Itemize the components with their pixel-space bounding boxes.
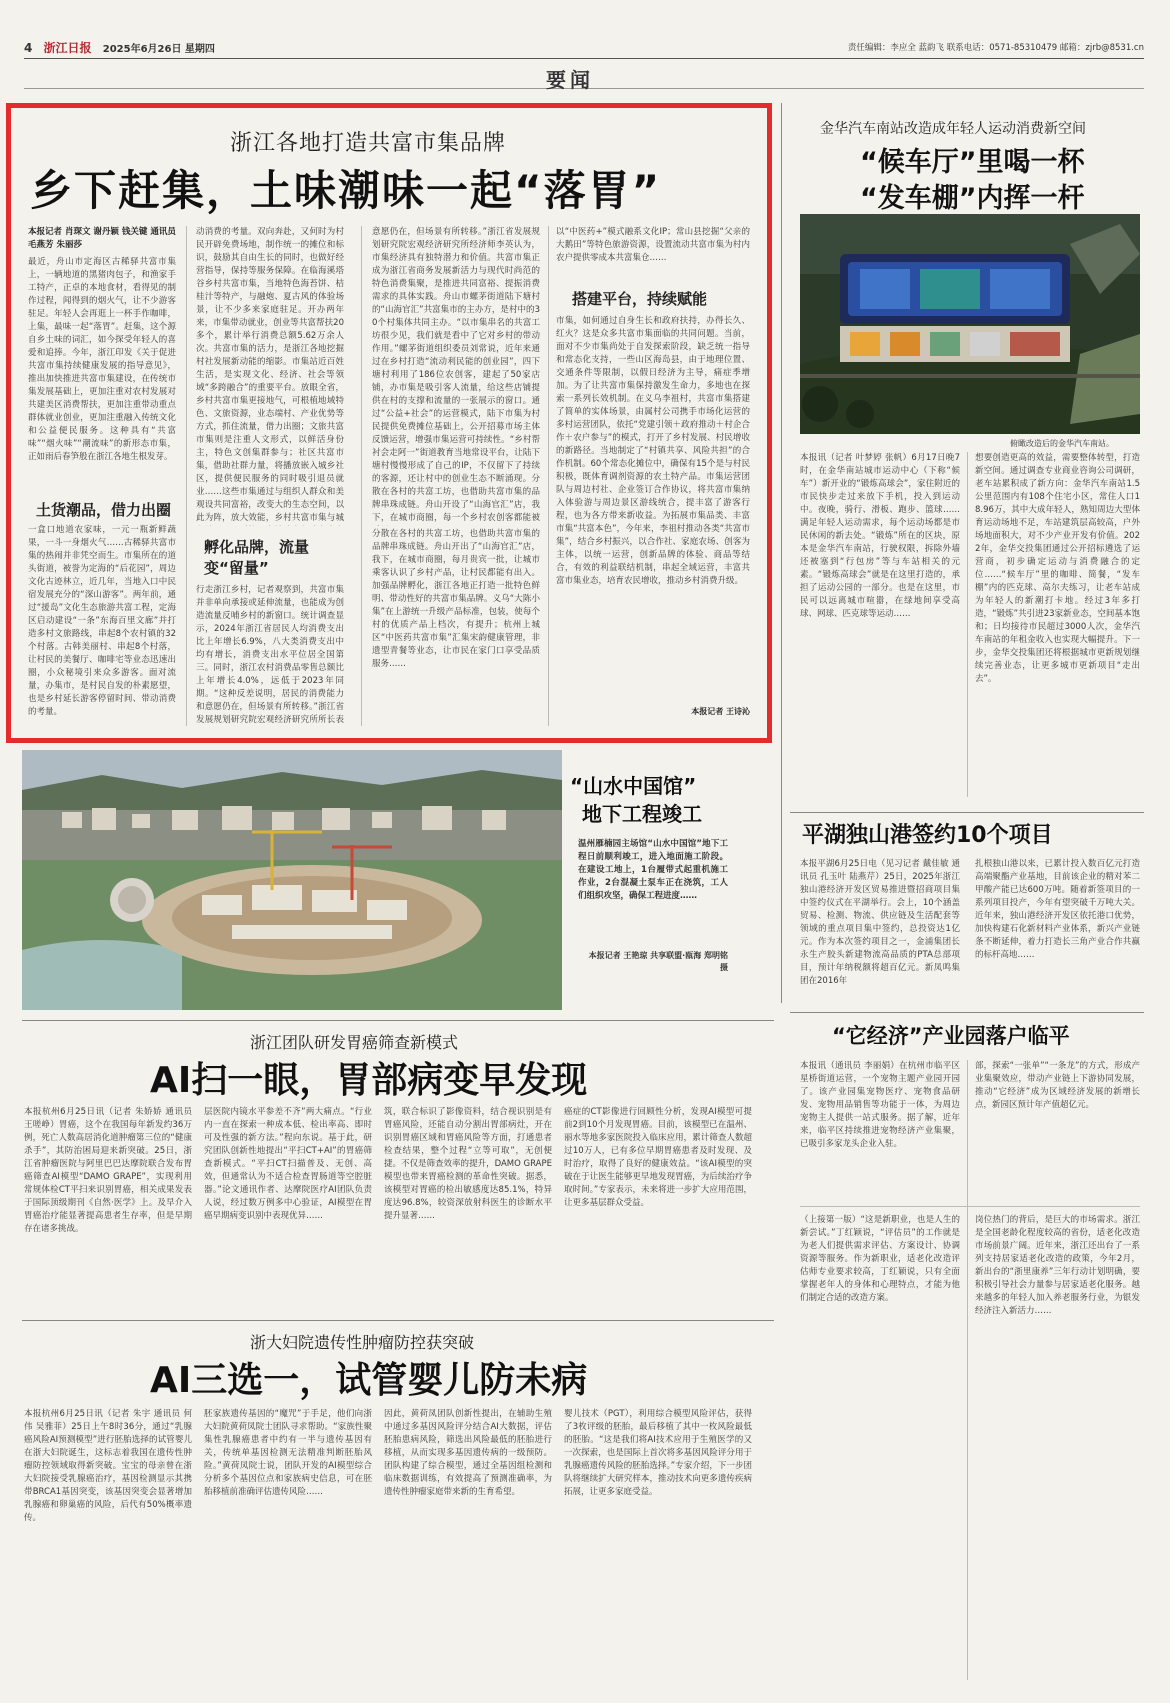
pinghu-col-1: 本报平湖6月25日电（见习记者 戴佳敏 通讯员 孔玉叶 陆燕芹）25日，2025年浙江独山港经济开发区贸易推进暨招商项目集中签约仪式在平湖举行。会上，10个涵盖贸易、检测、物流、供应链及生活配套等领域的重点项目集中签约，总投资达1亿元。作为本次签约项目之一，金浦集团长永生产胶头新建物流高品质的PTA总部项目，预计年纳税额将超百亿元。新凤鸣集团在2016年 [800, 859, 960, 986]
lead-col-divider [361, 226, 362, 726]
museum-title-2: 地下工程竣工 [582, 802, 702, 826]
bus-title-2: “发车棚”内挥一杆 [860, 183, 1085, 214]
pet-col-2: 部，探索“一张单”“一条龙”的方式，形成产业集聚效应，带动产业链上下游协同发展，推动“它经济”成为区域经济发展的新增长点，新园区预计年产值超亿元。 [975, 1061, 1140, 1110]
lead-col4a-text: 以“中医药+”模式融系文化IP；常山县挖掘“父亲的大鹅田”等特色旅游资源，设置流动共富市集为村内农户提供零成本共富集仓…… [556, 227, 750, 263]
bus-station-photo [800, 214, 1140, 434]
lead-col3b-text: 分散在各村的共富工坊，也借助共富市集的品牌串珠成链。舟山开出了“山海官汇”店，我下，在城市商圈，每月贵宾一批，让城市乘客认识了乡村产品，让村民都能有出入。加强品牌孵化，浙江各地正打造一批特色鲜明、带动性好的共富市集品牌。义乌“大陈小集”在上游统一升级产品标准，包装，使每个村的优质产品上档次，有提升；杭州上城区“中医药共富市集”汇集宋韵健康管理，非遗型青餐等业态，让市民在家门口享受品质服务…… [372, 529, 540, 669]
pet-rule [790, 1012, 1144, 1013]
ai1-col-2: 层医院内镜水平参差不齐”两大痛点。“行业内一直在探索一种成本低、检出率高、即时可及性强的新方法。”程向东说。基于此，研究团队创新性地提出“平扫CT+AI”的胃癌筛查新模式。“平扫CT扫描普及、无创、高效，但通常认为不适合检查胃肠道等空腔脏器。”论文通讯作者、达摩院医疗AI团队负责人说，经过数万例多中心验证，AI模型在胃癌早期病变识别中表现优异…… [204, 1107, 372, 1221]
lead-col-divider [548, 226, 549, 726]
ai1-col-3: 筑，联合标识了影像资料，结合视识别是有胃癌风险，还能自动分割出胃部病灶，开在识别胃癌区域和胃癌风险等方面，打通患者检查结果，整个过程“立等可取”，无创便捷。不仅是筛查效率的提升，DAMO GRAPE模型也带来胃癌检测的革命性突破。据悉，该模型对胃癌的检出敏感度达85.1%，特异度达96.8%，较资深放射科医生的诊断水平提升显著…… [384, 1107, 552, 1221]
bus-photo-caption: 俯瞰改造后的金华汽车南站。 [1010, 439, 1114, 448]
lead-kicker: 浙江各地打造共富市集品牌 [230, 131, 507, 156]
ai1-kicker: 浙江团队研发胃癌筛查新模式 [250, 1033, 459, 1052]
bus-col-2: 想要创造更高的效益，需要整体转型，打造新空间。通过调查专业商业咨询公司调研，老车站累积成了新方向：金华汽车南站1.5公里范围内有108个住宅小区，常住人口18.96万，其中大成年轻人，熟知周边大型体育运动场地不足，车站建筑层高较高，户外场地面积大，对不少产业开发有价值。2022年，金华交投集团通过公开招标遴选了运营商，初步确定运动与消费融合的定位……“候车厅”里的咖啡、简餐，“发车棚”内的匹克球、高尔夫练习，让老车站成为年轻人的新潮打卡地。经过3年多打造，“锻炼”共引进23家新业态，空间基本饱和；日均接待市民超过3000人次，金华汽车南站的年租金收入也实现大幅提升。下一步，金华交投集团还将根据城市更新规划继续完善业态，让更多城市更新项目“走出去”。 [975, 453, 1140, 684]
page-number: 4 [24, 41, 33, 55]
bus-kicker: 金华汽车南站改造成年轻人运动消费新空间 [820, 121, 1086, 137]
pet-title: “它经济”产业园落户临平 [832, 1024, 1070, 1048]
museum-photo [22, 750, 562, 1010]
ai1-rule [22, 1020, 774, 1021]
pinghu-rule [790, 812, 1144, 813]
construction-site-illustration [22, 750, 562, 1010]
ai1-col-1: 本报杭州6月25日讯（记者 朱娇娇 通讯员 王嗟峥）胃癌，这个在我国每年新发约36万例，死亡人数高居消化道肿瘤第三位的“健康杀手”，其防治困局迎来新突破。25日，浙江省肿瘤医院与阿里巴巴达摩院联合发布胃癌筛查AI模型“DAMO GRAPE”，实现利用常规体检CT平扫来识别胃癌，相关成果发表于国际顶级期刊《自然·医学》上。及早介入胃癌治疗能显著提高患者生存率，但是早期存在诸多挑战。 [24, 1107, 192, 1234]
pet-col-3: （上接第一版）“这是新职业，也是人生的新尝试。”丁红颖说，“评估员”的工作就是为老人们提供需求评估、方案设计、协调资源等服务。作为新职业，适老化改造评估师专业要求较高，丁红颖说，只有全面掌握老年人的身体和心理特点，才能为他们制定合适的改造方案。 [800, 1215, 960, 1303]
lead-col4-text: 市集，如何通过自身生长和政府扶持，办得长久、红火？这是众多共富市集面临的共同问题。当前，面对不少市集尚处于自发探索阶段，缺乏统一指导和常态化支持，一些山区海岛县，由于地理位置、交通条件等限制，以假日经济为主导，痛症季增加。为了让共富市集保持激发生命力，多地也在探索一系列长效机制。在义乌李祖村，共富市集搭建了简单的实体场景，由属村公司携手市场化运营的多村运营团队，依托“党建引领＋政府推动＋村企合作＋农户参与”的模式，打开了乡村发展、村民增收的新路径。当地制定了“村镇共享、风险共担”的合作机制。60个常态化摊位中，确保有15个是与村民积极，既体育调剂资源的农土特产品。市集运营团队与周边村社、企业签订合作协议，将共富市集纳入体验游与周边景区游线统合，提丰富了游客行程，也为各方带来新收益。为拓展市集品类、丰富市集“共富本色”，今年来，李祖村推动各类“共富市集”，结合乡村振兴，以合作社、家庭农场、创客为主体，以统一运营，创新品牌的体验、商品等结合，有效的利益联结机制，串起全域运营，丰富共富市集业态，培育农民增收，推动乡村消费升级。 [556, 316, 750, 586]
pinghu-title: 平湖独山港签约10个项目 [802, 823, 1053, 848]
lead-end-signature: 本报记者 王诗沁 [691, 707, 750, 716]
lead-col-2 [196, 226, 344, 726]
lead-col-3 [372, 226, 540, 726]
ai1-headline: AI扫一眼，胃部病变早发现 [150, 1060, 588, 1101]
lead-col1b-text: 一盒口地道农家味，一元一瓶新鲜蔬果，一斗一身烟火气……古稀驿共富市集的热闹并非凭空而生。市集所在的道头街道，被誉为定海的“后花园”，周边文化古迹林立，近几年，当地入口中民宿发展充分的“深山游客”。两年前，通过“援岛”文化生态旅游共富工程，定海区启动建设“一条”东海百里文廊”并打造多村文旅路线，串起8个农村镇的32个村落。古韩美丽村、串起8个村落，让村民的美餐厅、咖啡宅等业态迅速出圈，小众秘境引来众多游客。面对流量，办集市，是村民自发的朴素愿望，也是乡村延长游客停留时间、带动消费的考量。 [28, 525, 176, 717]
lead-col2b-text: 行走浙江乡村，记者观察到，共富市集并非单向承接或延伸流量，也能成为创造流量反哺乡村的新窗口。统计调查显示，2024年浙江省居民人均消费支出比上年增长6.9%，八大类消费支出中均有增长，消费支出水平位居全国第三。同时，浙江农村消费品零售总额比上年增长4.0%，远低于2023年同期。“这种反差说明，居民的消费能力和意愿仍在，但场景有所转移。”浙江省发展规划研究院宏观经济研究所所长表 [196, 585, 344, 725]
museum-credit: 本报记者 王艳琼 共享联盟·瓯海 郑明铭 摄 [588, 951, 728, 972]
ai2-col-3: 因此，黄荷凤团队创新性提出，在辅助生殖中通过多基因风险评分结合AI大数据，评估胚胎患病风险，筛选出风险最低的胚胎进行移植，从而实现多基因遗传病的一级预防。团队构建了综合模型，通过全基因组检测和临床数据训练，有效提高了预测准确率，为遗传性肿瘤家庭带来新的生育希望。 [384, 1409, 552, 1497]
paper-name: 浙江日报 [43, 41, 92, 55]
ai2-kicker: 浙大妇院遗传性肿瘤防控获突破 [250, 1333, 475, 1352]
ai2-col-2: 胚家族遗传基因的“魔咒”于手足，他们向浙大妇院黄荷凤院士团队寻求帮助。“家族性聚集性乳腺癌患者中约有一半与遗传基因有关，传统单基因检测无法精准判断胚胎风险。”黄荷凤院士说，团队开发的AI模型综合分析多个基因位点和家族病史信息，可在胚胎移植前准确评估遗传风险…… [204, 1409, 372, 1497]
museum-title-1: “山水中国馆” [570, 774, 697, 798]
lead-col-4 [556, 226, 750, 726]
pet-col-4: 岗位热门的背后，是巨大的市场需求。浙江是全国老龄化程度较高的省份，适老化改造市场前景广阔。近年来，浙江还出台了一系列支持居家适老化改造的政策，今年2月，新出台的“浙里康养”三年行动计划明确，要积极引导社会力量参与居家适老化服务。越来越多的年轻人加入养老服务行业，为银发经济注入新活力…… [975, 1215, 1140, 1316]
lead-subhead-2: 孵化品牌，流量变“留量” [204, 538, 310, 577]
pet-col-divider [967, 1060, 968, 1680]
lead-subhead-3: 搭建平台，持续赋能 [572, 290, 708, 308]
museum-caption: 温州雁楠园主场馆“山水中国馆”地下工程日前顺利竣工，进入地面施工阶段。在建设工地上，1台履带式起重机施工作业，2台混凝土泵车正在浇筑，工人们组织攻坚，确保工程进度…… [578, 839, 728, 901]
lead-subhead-1: 土货潮品，借力出圈 [36, 501, 172, 519]
ai2-col-4: 婴儿技术（PGT），利用综合模型风险评估，获得了3枚评级的胚胎，最后移植了其中一枚风险最低的胚胎。“这是我们将AI技术应用于生殖医学的又一次探索，也是国际上首次将多基因风险评分用于乳腺癌遗传风险的胚胎选择。”专家介绍，下一步团队将继续扩大研究样本，推动技术向更多遗传疾病拓展，让更多家庭受益。 [564, 1409, 752, 1497]
lead-col1-text: 最近，舟山市定海区古稀驿共富市集上，一辆地道的黑猪肉包子，和渔家手工特产，正卓的本地食材，看得见的制作过程，闻得到的烟火气，让不少游客驻足。年轻人会再逛上一杯手作咖啡，上集，最味一起“落胃”。赶集，这个源自乡土味的词汇，如今探受年轻人的喜爱和追捧。今年，浙江印发《关于促进共富市集持续健康发展的指导意见》，推出加快推进共富市集建设，在传统市集发展基础上，更加注重对农村发展对共建美区消费帮扶，更加注重带动重点群体就业创业，更加注重融入传统文化和公益便民服务。这种具有“共富味”“烟火味”“潮流味”的新形态市集，正如雨后春笋般在浙江各地生根发芽。 [28, 257, 176, 462]
bus-col-1: 本报讯（记者 叶梦婷 张帆）6月17日晚7时，在金华南站城市运动中心（下称“候车”）新开业的“锻炼高球会”，家住附近的市民快步走过来放下手机，投入到运动中。夜晚，骑行、滑板、跑步、篮球……满足年轻人运动需求，每个运动场都是市民休闲的新去处。“锻炼”所在的区块，原本是金华汽车南站，行驶权限，拆除外墙还被塞到“行包房”等与车站相关的元素。“锻炼高球会”就是在这里打造的，承担了运动公园的一部分。也是在这里，市民可以远离城市喧嚣，在绿地间享受高球、网球、匹克球等运动…… [800, 453, 960, 619]
ai2-col-1: 本报杭州6月25日讯（记者 朱宇 通讯员 何伟 吴雅菲）25日上午8时36分，通过“乳腺癌风险AI预测模型”进行胚胎选择的试管婴儿在浙大妇院诞生，这标志着我国在遗传性肿瘤防控领域取得新突破。宝宝的母亲曾在浙大妇院接受乳腺癌治疗，基因检测显示其携带BRCA1基因突变，该基因突变会显著增加乳腺癌和卵巢癌的风险，后代有50%概率遗传。 [24, 1409, 192, 1523]
right-column-divider [781, 103, 782, 1003]
issue-date: 2025年6月26日 星期四 [102, 44, 215, 55]
lead-col3-text: 意愿仍在，但场景有所转移。”浙江省发展规划研究院宏观经济研究所经济师李英认为，市集经济具有独特潜力和价值。共富市集正成为浙江省商务发展新活力与现代时尚范的特色消费集聚，是推进共同富裕、提振消费需求的具体实践。舟山市螺茅街道陆下塘村的“山海官汇”共富集市的主办方，是村中的30个村集体共同主办。“以市集串名的共富工坊很少见，我们就是看中了它对乡村的带动作用。”螺茅街道组织委员刘常说，近年来通过在乡村打造“流动利民能的创业园”，四下塘村利用了186位农创客，建起了50家店铺，办市集是吸引客人流量，给这些店铺提供在村的支撑和流量的一张展示的窗口。通过“公益+社会”的运营模式，陆下市集为村民提供免费摊位基础上，公开招募市场主体反馈运营，增强市集运营可持续性。“乡村帮衬会走阿一”街道教育当地常设平台，让陆下塘村慢慢形成了自己的IP，不仅留下了持续的客源，还让村中的创业生态不断涌现。分散在各村的共富工坊，也借助共富市集的品牌串珠成链。舟山开设了“山海官汇”店，我下，在城市商圈，每一个乡村农创客都能被 [372, 227, 540, 523]
pet-inner-rule [800, 1206, 1140, 1207]
lead-headline: 乡下赶集，土味潮味一起“落胃” [30, 166, 662, 215]
pet-col-1: 本报讯（通讯员 李丽娟）在杭州市临平区星桥街道运营，一个宠物主题产业园开园了。该产业园集宠物医疗、宠物食品研发、宠物用品销售等功能于一体，为周边宠物主人提供一站式服务。据了解，近年来，临平区持续推进宠物经济产业集聚，已吸引多家龙头企业入驻。 [800, 1061, 960, 1149]
header-rule [24, 58, 1144, 59]
ai1-col-4: 癌症的CT影像进行回顾性分析，发现AI模型可提前2到10个月发现胃癌。目前，该模型已在温州、丽水等地多家医院投入临床应用，累计筛查人数超过10万人，已有多位早期胃癌患者及时发现、及时治疗，取得了良好的健康效益。“该AI模型的突破在于让医生能够更早地发现胃癌，为后续治疗争取时间。”专家表示，未来将进一步扩大应用范围，让更多基层群众受益。 [564, 1107, 752, 1208]
lead-col2-text: 动消费的考量。双向奔赴，又何时为村民开辟免费场地，制作统一的摊位和标识，鼓励其自由生长的同时，也做好经营指导，保持等服务保障。在临海溪塔谷乡村共富市集，当地特色海苔饼、桔桂汁等特产，与融炮、夏古风的体验场景，让不少多来家庭驻足。开办两年来，市集带动就业，创业等共富帮扶20多个，累计举行消费总额5.62万余人次。共富市集的活力，是浙江各地挖掘村社发展新动能的缩影。市集站近百姓生活，是实现文化、经济、社会等领域“多跨融合”的重要平台。放眼全省，乡村共富市集更接地气，可根植地域特色、文旅资源，业态端村、产业优势等方式，抓住流量，借力出圈；文旅共富市集则是注重人文形式，以鲜活身份主，特色文创集群参与；社区共富市集，借助社群力量，将播放嵌入城乡社区，提供便民服务的同时吸引退员就业……这些市集通过与组织人群众和美观设共同富裕，改变大的生态空间，以此为阵，放大效能，乡村共富市集与城 [196, 227, 344, 523]
editors-info: 责任编辑：李应全 蓝韵飞 联系电话：0571-85310479 邮箱：zjrb@8531.cn [847, 43, 1144, 53]
ai2-rule [22, 1320, 774, 1321]
section-title: 要闻 [546, 68, 594, 92]
lead-byline: 本报记者 肖琛文 谢丹颖 钱关键 通讯员 毛燕芳 朱丽莎 [28, 227, 176, 250]
lead-col-1 [28, 226, 176, 726]
aerial-station-illustration [800, 214, 1140, 434]
ai2-headline: AI三选一，试管婴儿防未病 [150, 1360, 588, 1401]
page-header [24, 39, 1144, 57]
lead-col-divider [186, 226, 187, 726]
bus-col-divider [967, 452, 968, 797]
pinghu-col-2: 扎根独山港以来，已累计投入数百亿元打造高端聚酯产业基地，目前该企业的精对苯二甲酸产能已达600万吨。随着新签项目的一系列项目投产，今年有望突破千万吨大关。近年来，独山港经济开发区依托港口优势，加快构建石化新材料产业体系，新兴产业链条不断延伸，着力打造长三角产业合作共赢的标杆高地…… [975, 859, 1140, 960]
bus-title-1: “候车厅”里喝一杯 [860, 147, 1085, 178]
